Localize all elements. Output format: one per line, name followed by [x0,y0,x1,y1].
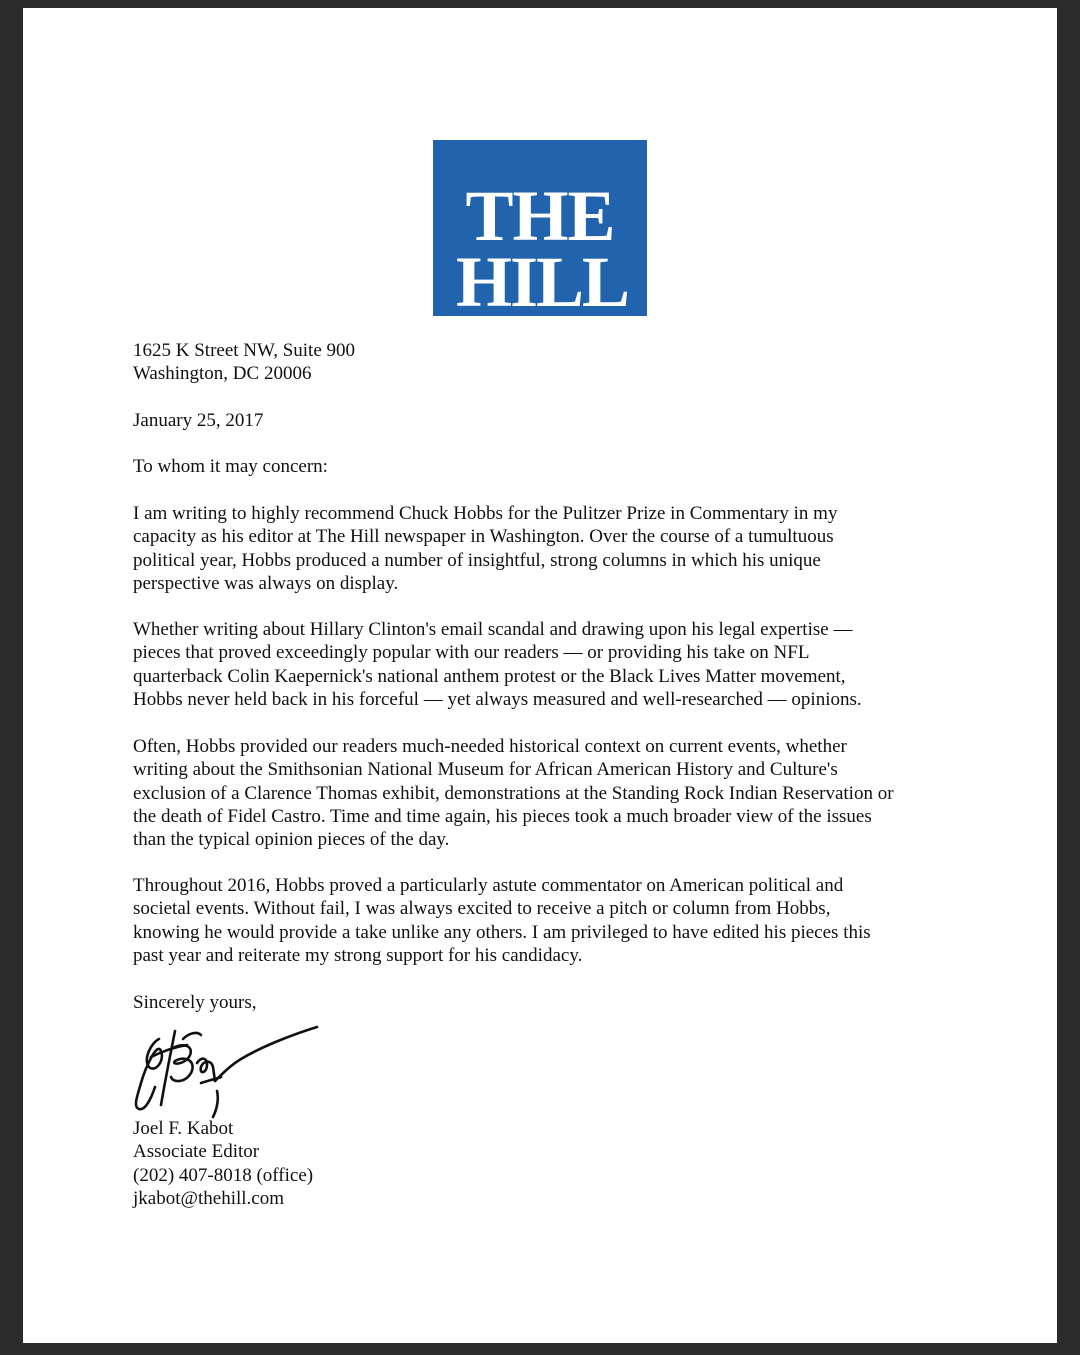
paragraph-line: knowing he would provide a take unlike any others. I am privileged to have edited his pieces this [133,921,871,943]
address-line-2: Washington, DC 20006 [133,363,312,385]
paragraph-line: quarterback Colin Kaepernick's national anthem protest or the Black Lives Matter movement, [133,665,846,687]
the-hill-logo [433,140,647,322]
signer-phone: (202) 407-8018 (office) [133,1164,314,1186]
signer-email: jkabot@thehill.com [133,1187,284,1209]
paragraph-line: past year and reiterate my strong support for his candidacy. [133,944,583,966]
paragraph-line: Throughout 2016, Hobbs proved a particularly astute commentator on American political and [133,875,844,896]
paragraph-line: pieces that proved exceedingly popular with our readers — or providing his take on NFL [133,642,810,664]
logo-line-the: THE [465,176,615,256]
body-paragraph-3 [133,735,953,851]
paragraph-line: Hobbs never held back in his forceful — yet always measured and well-researched — opinions. [133,688,862,710]
paragraph-line: the death of Fidel Castro. Time and time again, his pieces took a much broader view of the issues [133,805,872,827]
paragraph-line: Often, Hobbs provided our readers much-needed historical context on current events, whether [133,736,847,757]
paragraph-line: writing about the Smithsonian National Museum for African American History and Culture's [133,759,838,781]
signer-block [133,1117,313,1210]
date-text: January 25, 2017 [133,410,264,431]
paragraph-line: exclusion of a Clarence Thomas exhibit, demonstrations at the Standing Rock Indian Reservation or [133,782,894,804]
body-paragraph-1 [133,502,953,595]
paragraph-line: Whether writing about Hillary Clinton's email scandal and drawing upon his legal expertise — [133,619,853,640]
salutation-text: To whom it may concern: [133,456,328,477]
body-paragraph-2 [133,618,953,711]
paragraph-line: societal events. Without fail, I was always excited to receive a pitch or column from Hobbs, [133,898,831,920]
letter-page [23,8,1057,1343]
closing [133,991,256,1014]
signer-name: Joel F. Kabot [133,1118,234,1139]
paragraph-line: perspective was always on display. [133,572,399,594]
address-line-1: 1625 K Street NW, Suite 900 [133,340,356,361]
logo-line-hill: HILL [455,242,629,322]
address-block [133,339,355,386]
signer-title: Associate Editor [133,1141,260,1163]
closing-text: Sincerely yours, [133,992,257,1013]
paragraph-line: than the typical opinion pieces of the day. [133,829,450,851]
salutation [133,455,328,478]
paragraph-line: I am writing to highly recommend Chuck Hobbs for the Pulitzer Prize in Commentary in my [133,503,838,524]
letter-date [133,409,263,432]
body-paragraph-4 [133,874,953,967]
paragraph-line: political year, Hobbs produced a number of insightful, strong columns in which his unique [133,549,821,571]
handwritten-signature [131,1021,321,1125]
paragraph-line: capacity as his editor at The Hill newspaper in Washington. Over the course of a tumultuous [133,526,834,548]
